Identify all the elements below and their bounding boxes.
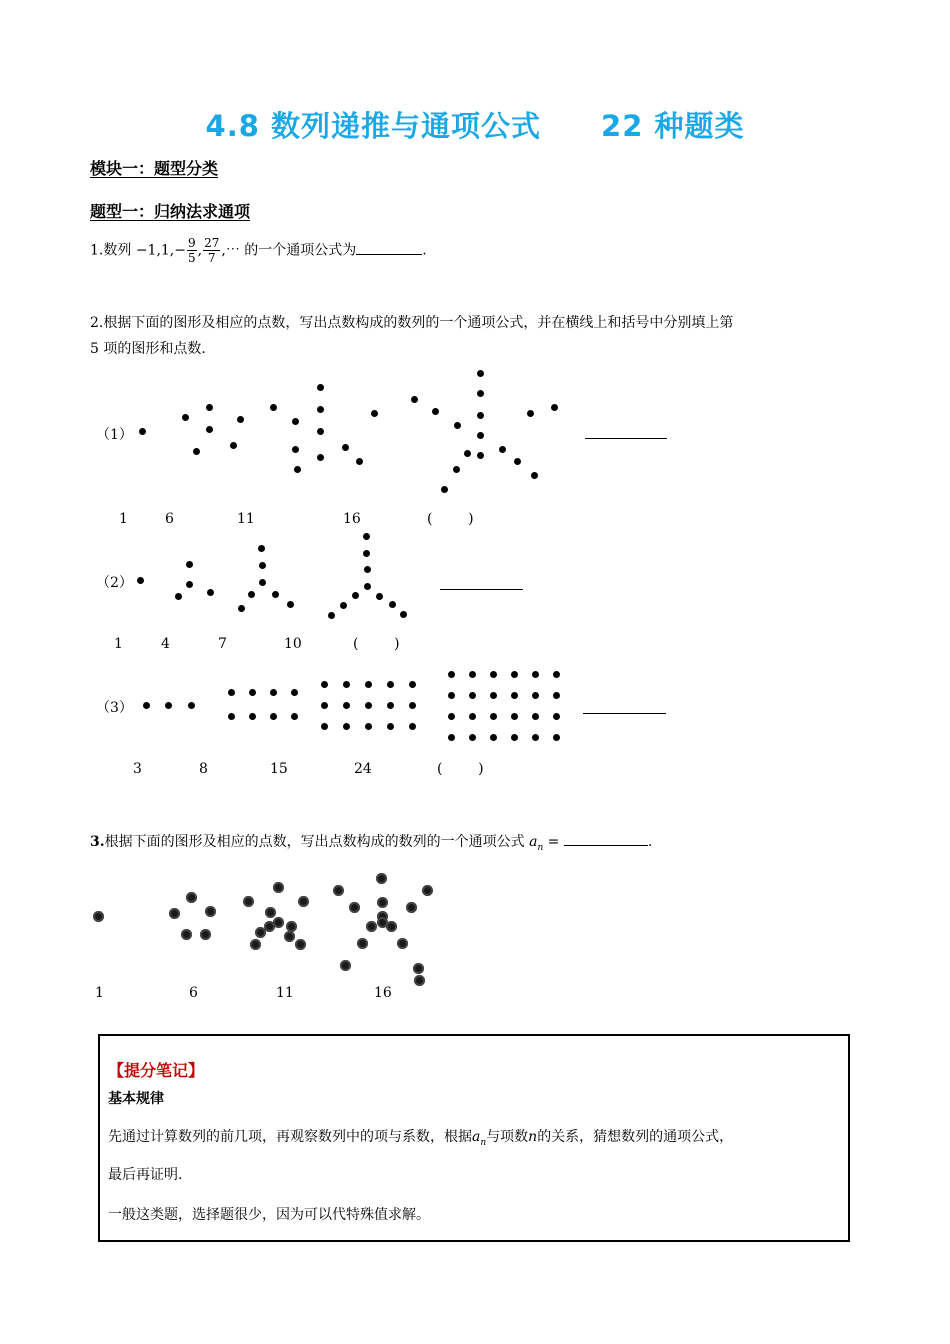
title-main: 4.8 数列递推与通项公式 (205, 109, 542, 143)
figure-dot (317, 406, 324, 413)
row-1-count-4: 16 (343, 511, 361, 527)
row-2-answer-line[interactable] (440, 589, 523, 590)
row-3-count-5-blank[interactable]: ( ) (437, 761, 484, 777)
figure-dot (387, 702, 394, 709)
row-2-tag: （2） (96, 575, 133, 591)
fraction-9-5: $\frac{9}{5}$ (188, 236, 196, 265)
figure-dot (284, 931, 295, 942)
figure-dot (317, 454, 324, 461)
figure-dot (469, 734, 476, 741)
figure-dot (237, 416, 244, 423)
figure-dot (243, 896, 254, 907)
q3-count-3: 11 (276, 985, 294, 1001)
figure-dot (376, 593, 383, 600)
figure-dot (328, 612, 335, 619)
figure-dot (298, 896, 309, 907)
title-count: 22 种题类 (601, 109, 745, 143)
page-title (0, 104, 950, 145)
figure-dot (205, 906, 216, 917)
figure-dot (553, 692, 560, 699)
figure-dot (321, 723, 328, 730)
figure-dot (363, 550, 370, 557)
figure-dot (551, 404, 558, 411)
figure-dot (321, 702, 328, 709)
figure-dot (321, 681, 328, 688)
row-3-count-4: 24 (354, 761, 372, 777)
figure-dot (182, 414, 189, 421)
question-1: 1.数列 −1,1,− $\frac{9}{5}$ , $\frac{27}{7}$ ,⋯ 的一个通项公式为 . (90, 236, 427, 265)
figure-dot (387, 723, 394, 730)
figure-dot (342, 444, 349, 451)
tips-paragraph-2: 最后再证明. (108, 1167, 183, 1183)
figure-dot (248, 591, 255, 598)
figure-dot (272, 591, 279, 598)
row-2-count-4: 10 (284, 636, 302, 652)
figure-dot (291, 689, 298, 696)
figure-dot (207, 589, 214, 596)
tips-tag: 【提分笔记】 (108, 1061, 205, 1080)
figure-dot (249, 689, 256, 696)
row-2-count-5-blank[interactable]: ( ) (353, 636, 400, 652)
figure-dot (411, 396, 418, 403)
figure-dot (291, 713, 298, 720)
figure-dot (292, 418, 299, 425)
tips-subtitle: 基本规律 (108, 1091, 164, 1107)
figure-dot (400, 611, 407, 618)
figure-dot (343, 702, 350, 709)
type-heading: 题型一：归纳法求通项 (90, 202, 251, 221)
figure-dot (409, 681, 416, 688)
figure-dot (165, 702, 172, 709)
figure-dot (206, 404, 213, 411)
figure-dot (356, 458, 363, 465)
figure-dot (186, 561, 193, 568)
figure-dot (340, 960, 351, 971)
row-2-count-2: 4 (161, 636, 170, 652)
row-1-count-5-blank[interactable]: ( ) (427, 511, 474, 527)
figure-dot (441, 486, 448, 493)
figure-dot (464, 450, 471, 457)
row-3-answer-line[interactable] (583, 713, 666, 714)
figure-dot (292, 446, 299, 453)
row-3-count-1: 3 (133, 761, 142, 777)
row-2-count-3: 7 (218, 636, 227, 652)
figure-dot (200, 929, 211, 940)
figure-dot (333, 885, 344, 896)
figure-dot (340, 602, 347, 609)
tips-box (98, 1034, 850, 1242)
figure-dot (389, 601, 396, 608)
figure-dot (377, 897, 388, 908)
q3-count-4: 16 (374, 985, 392, 1001)
figure-dot (143, 702, 150, 709)
question-3: 3.根据下面的图形及相应的点数，写出点数构成的数列的一个通项公式 $a_n$ = . (90, 834, 653, 853)
figure-dot (422, 885, 433, 896)
figure-dot (469, 713, 476, 720)
figure-dot (273, 882, 284, 893)
figure-dot (228, 713, 235, 720)
figure-dot (363, 533, 370, 540)
figure-dot (553, 713, 560, 720)
figure-dot (477, 390, 484, 397)
fraction-27-7: $\frac{27}{7}$ (204, 236, 220, 265)
figure-dot (409, 702, 416, 709)
figure-dot (317, 428, 324, 435)
figure-dot (270, 689, 277, 696)
figure-dot (93, 911, 104, 922)
figure-dot (186, 892, 197, 903)
q3-count-2: 6 (189, 985, 198, 1001)
tips-paragraph-3: 一般这类题，选择题很少，因为可以代特殊值求解。 (108, 1207, 430, 1223)
figure-dot (490, 671, 497, 678)
figure-dot (414, 975, 425, 986)
figure-dot (477, 370, 484, 377)
figure-dot (453, 466, 460, 473)
figure-dot (357, 938, 368, 949)
figure-dot (238, 605, 245, 612)
figure-dot (366, 921, 377, 932)
figure-dot (376, 873, 387, 884)
figure-dot (477, 412, 484, 419)
tips-paragraph-1: 先通过计算数列的前几项，再观察数列中的项与系数，根据$a_n$与项数n的关系，猜想数列的通项公式， (108, 1129, 734, 1148)
row-1-count-1: 1 (119, 511, 128, 527)
figure-dot (377, 917, 388, 928)
figure-dot (349, 902, 360, 913)
figure-dot (365, 681, 372, 688)
row-1-count-3: 11 (237, 511, 255, 527)
figure-dot (532, 734, 539, 741)
figure-dot (477, 432, 484, 439)
figure-dot (511, 713, 518, 720)
figure-dot (448, 692, 455, 699)
answer-blank-q3[interactable] (564, 845, 648, 846)
figure-dot (343, 723, 350, 730)
figure-dot (230, 442, 237, 449)
figure-dot (193, 448, 200, 455)
q3-count-1: 1 (95, 985, 104, 1001)
figure-dot (287, 601, 294, 608)
figure-dot (553, 734, 560, 741)
figure-dot (371, 410, 378, 417)
figure-dot (406, 902, 417, 913)
figure-dot (531, 472, 538, 479)
figure-dot (258, 545, 265, 552)
figure-dot (249, 713, 256, 720)
figure-dot (343, 681, 350, 688)
figure-dot (413, 963, 424, 974)
figure-dot (175, 593, 182, 600)
figure-dot (387, 681, 394, 688)
figure-dot (295, 939, 306, 950)
figure-dot (469, 671, 476, 678)
figure-dot (532, 671, 539, 678)
figure-dot (270, 713, 277, 720)
figure-dot (514, 458, 521, 465)
figure-dot (250, 939, 261, 950)
row-3-tag: （3） (96, 700, 133, 716)
figure-dot (454, 422, 461, 429)
row-3-count-2: 8 (199, 761, 208, 777)
figure-dot (448, 671, 455, 678)
row-2-count-1: 1 (114, 636, 123, 652)
figure-dot (169, 908, 180, 919)
figure-dot (181, 929, 192, 940)
figure-dot (139, 428, 146, 435)
figure-dot (186, 581, 193, 588)
figure-dot (469, 692, 476, 699)
figure-dot (499, 446, 506, 453)
figure-dot (259, 562, 266, 569)
figure-dot (490, 713, 497, 720)
figure-dot (255, 927, 266, 938)
figure-dot (270, 404, 277, 411)
figure-dot (511, 734, 518, 741)
row-3-count-3: 15 (270, 761, 288, 777)
row-1-count-2: 6 (165, 511, 174, 527)
figure-dot (259, 579, 266, 586)
figure-dot (206, 426, 213, 433)
figure-dot (532, 692, 539, 699)
figure-dot (532, 713, 539, 720)
row-1-answer-line[interactable] (585, 438, 667, 439)
figure-dot (365, 702, 372, 709)
figure-dot (364, 583, 371, 590)
figure-dot (448, 713, 455, 720)
figure-dot (364, 566, 371, 573)
figure-dot (228, 689, 235, 696)
module-heading: 模块一：题型分类 (90, 159, 219, 178)
answer-blank[interactable] (356, 254, 422, 255)
question-2-line-1: 2.根据下面的图形及相应的点数，写出点数构成的数列的一个通项公式，并在横线上和括号中分别填上第 (90, 315, 734, 331)
figure-dot (294, 466, 301, 473)
figure-dot (527, 410, 534, 417)
figure-dot (490, 734, 497, 741)
figure-dot (490, 692, 497, 699)
figure-dot (397, 938, 408, 949)
figure-dot (409, 723, 416, 730)
figure-dot (365, 723, 372, 730)
row-1-tag: （1） (96, 427, 133, 443)
figure-dot (188, 702, 195, 709)
figure-dot (432, 408, 439, 415)
figure-dot (265, 907, 276, 918)
question-2-line-2: 5 项的图形和点数. (90, 341, 206, 357)
figure-dot (448, 734, 455, 741)
figure-dot (137, 577, 144, 584)
figure-dot (511, 692, 518, 699)
figure-dot (352, 592, 359, 599)
figure-dot (477, 452, 484, 459)
figure-dot (553, 671, 560, 678)
figure-dot (317, 384, 324, 391)
figure-dot (511, 671, 518, 678)
